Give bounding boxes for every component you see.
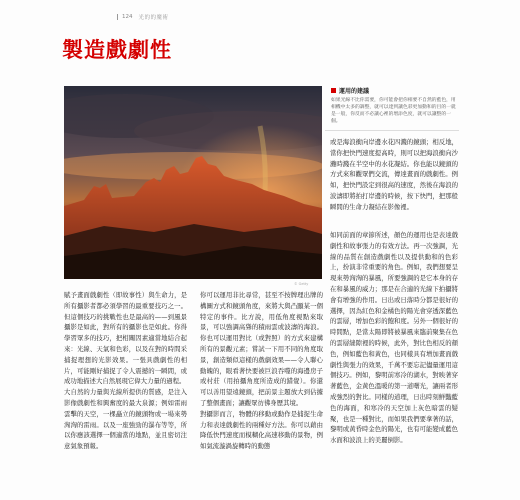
body-column-right-bottom: [330, 230, 458, 454]
landscape-photo: [64, 86, 322, 279]
body-column-right-top: [330, 137, 458, 221]
square-bullet-icon: [331, 88, 336, 93]
divider: [325, 130, 459, 131]
landscape-photo-icon: [64, 86, 322, 279]
paragraph: 你可以運用非比尋常，甚至不按牌理出牌的構圖方式和鏡頭角度，來將大與凸顯某一個特定的事件。比方說，用低角度視點來取景，可以強調高聳的積雨雲或波濤的海浪。你也可以運用對比（或對照）的方式來建構所有的景觀元素；嘗試一下用不同的角度取景，創造類似這樣的戲劇效果——令人聯心動魄的，眼看著快要被巨浪吞噬的海邊房子或村莊（用拍攝角度所造成的錯覺）。你還可以善用望遠鏡頭，把前景主題放大到佔據了整個畫面；讓觀眾彷彿身歷其境。 對攝影而言，物體的移動或動作是捕捉生命力和表達戲劇性的兩種好方法。你可以藉由降低快門速度而模糊化高速移動的景物，例如氣流漩渦旋轉時的動態: [200, 291, 323, 451]
page-number: 124: [117, 14, 133, 20]
tip-body: 如果光線不比你需要，你可能會把你相要不自然的藍色，用相機中太多的調整，就可以達到讓色彩更加動和的目的一就是一般，你反而不必讓心裡的增添色度，就可以讓整的一個。: [331, 98, 456, 124]
body-column-middle: [200, 290, 323, 460]
tip-sidebar: [331, 86, 459, 125]
section-name: 光的的魔術: [138, 15, 169, 21]
body-column-left: [64, 290, 187, 460]
paragraph: 或是海浪衝向岸邊水花四濺的鏡頭；相反地，當你把快門速度提高時，則可以把海浪衝向沙灘時濺在半空中的水花凝結。你也能以鏡頭的方式來和觀眾們交流，傳達畫面的戲劇性。例如，把快門設定到很高的速度，然後在海浪的波濤即將拍打岸邊的時候，按下快門，把那般瞬間的生命力凝結在影像裡。: [330, 138, 458, 211]
paragraph: 賦予畫面戲劇性（即故事性）與生命力，是所有攝影者都必須學習的最重要技巧之一。但這個技巧的挑戰性也是最高的——到風景攝影是如此，對所有的攝影也是如此。你得學習眾多的技巧，把相關因素適當地結合起來：光線、天氣和色彩，以及在對的時間采捕捉理想的光影效果。一張具戲劇性的相片，可能剛好捕捉了令人震撼的一瞬間，或成功地描述大自然展現它偉大力量的過程。 大自然的力量與光線所提供的質感，是注入影像戲劇性和興奮度的最大泉源；例如雷雨雲擊的天空，一棵矗立的鏡頭物或一場來勢洶洶的雷雨。以及一座強勁的瀑布等等，所以你應該選擇一個適當的地點，並且密切注意氣象預報。: [64, 291, 187, 451]
running-header: [117, 11, 169, 23]
page-title: 製造戲劇性: [62, 38, 172, 62]
tip-title: 運用的建議: [339, 88, 370, 95]
tip-heading: [331, 86, 459, 95]
photo-credit: © Getty: [294, 282, 309, 286]
paragraph: 如同前面的章節所述，顏色的運用也是表達戲劇性和故事張力的有效方法。再一次強調，光線的品質在創造戲劇性以及提供動和的色彩上，扮演非常重要的角色。例如，我們想要呈現來勢洶洶的暴風，所要強調的是它本身的存在和暴風的威力；那是在合適的光線下拍攝將會有增強的作用。日出或日落時分都是很好的選擇，因為紅色和金橘色的陽光會穿透深藍色的雲層，增加色彩的飽和度。另外一個很好的時間點，是當太陽即將被暴風來臨前聚集在色的雲層縫隙裡的時候，此外，對比色相反的顏色，例如藍色和黃色，也同樣具有增加畫面戲劇性與張力的效果，千萬不要忘記儘量運用這個技巧。例如，黎明前寒冷的湖水，對映著穿著藍色，金黃色溫暖的第一道曙光，讓兩者形成強烈的對比。同樣的道理，日出時刻鮮豔藍色的海面，和寒冷的天空加上灰色暗雲的疑聚，也是一種對比，而如果我們要拿著的話，黎明或黃昏時金色的陽光，也有可能變成藍色水面和波浪上的美麗倒影。: [330, 231, 458, 445]
